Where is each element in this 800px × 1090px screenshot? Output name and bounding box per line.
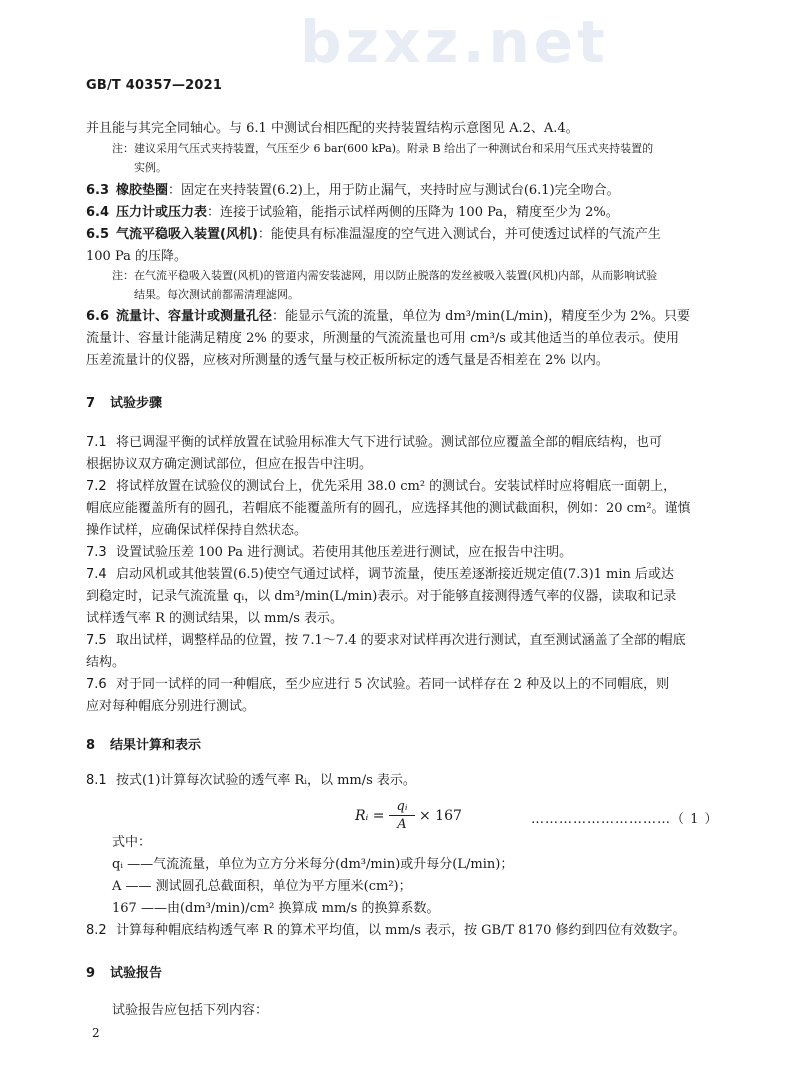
definition-A: A —— 测试圆孔总截面积，单位为平方厘米(cm²)；	[112, 879, 412, 894]
clause-7-4: 7.4 启动风机或其他装置(6.5)使空气通过试样，调节流量，使压差逐渐接近规定值(7.3)1 min 后或达 到稳定时，记录气流流量 qᵢ，以 dm³/min(L/min)表示。对于能够直接测得透气率的仪器，读取和记录 试样透气率 R 的测试结果，以 mm/s 表示。	[86, 567, 677, 626]
clause-6-6: 6.6 流量计、容量计或测量孔径：能显示气流的流量，单位为 dm³/min(L/min)，精度至少为 2%。只要 流量计、容量计能满足精度 2% 的要求，所测量的气流流量也可用 cm³/s 或其他适当的单位表示。使用 压差流量计的仪器，应核对所测量的透气量与校正板所标定的透气量是否相差在 2% 以内。	[86, 309, 691, 368]
page-number: 2	[92, 1026, 100, 1040]
section-7-heading: 7 试验步骤	[86, 396, 163, 411]
clause-8-1: 8.1 按式(1)计算每次试验的透气率 Rᵢ，以 mm/s 表示。	[86, 773, 416, 788]
clause-7-2: 7.2 将试样放置在试验仪的测试台上，优先采用 38.0 cm² 的测试台。安装试样时应将帽底一面朝上， 帽底应能覆盖所有的圆孔，若帽底不能覆盖所有的圆孔，应选择其他的测试截面积，例如：20 cm²。谨慎 操作试样，应确保试样保持自然状态。	[86, 479, 691, 538]
clause-8-2: 8.2 计算每种帽底结构透气率 R 的算术平均值，以 mm/s 表示，按 GB/T 8170 修约到四位有效数字。	[86, 923, 686, 938]
formula-1	[345, 798, 725, 842]
paragraph-6-2-cont: 并且能与其完全同轴心。与 6.1 中测试台相匹配的夹持装置结构示意图见 A.2、A.4。	[86, 121, 579, 136]
formula-numerator: qᵢ	[389, 798, 415, 816]
section-8-heading: 8 结果计算和表示	[86, 738, 202, 753]
definition-167: 167 ——由(dm³/min)/cm² 换算成 mm/s 的换算系数。	[112, 901, 440, 916]
section-9-intro: 试验报告应包括下列内容：	[112, 1003, 269, 1018]
clause-6-4: 6.4 压力计或压力表：连接于试验箱，能指示试样两侧的压降为 100 Pa，精度至少为 2%。	[86, 205, 619, 220]
note-6-2: 注：建议采用气压式夹持装置，气压至少 6 bar(600 kPa)。附录 B 给出了一种测试台和采用气压式夹持装置的 实例。	[112, 142, 654, 174]
formula-rhs: × 167	[419, 808, 462, 824]
clause-7-1: 7.1 将已调湿平衡的试样放置在试验用标准大气下进行试验。测试部位应覆盖全部的帽底结构，也可 根据协议双方确定测试部位，但应在报告中注明。	[86, 435, 663, 472]
watermark: bzxz.net	[300, 8, 609, 76]
formula-fraction	[389, 798, 415, 834]
clause-6-3: 6.3 橡胶垫圈：固定在夹持装置(6.2)上，用于防止漏气，夹持时应与测试台(6.1)完全吻合。	[86, 183, 620, 198]
standard-code-header: GB/T 40357—2021	[86, 78, 223, 93]
clause-6-5: 6.5 气流平稳吸入装置(风机)：能使具有标准温湿度的空气进入测试台，并可使透过试样的气流产生 100 Pa 的压降。	[86, 227, 661, 264]
formula-lhs: Rᵢ =	[355, 808, 385, 824]
section-9-heading: 9 试验报告	[86, 966, 163, 981]
clause-7-6: 7.6 对于同一试样的同一种帽底，至少应进行 5 次试验。若同一试样存在 2 种及以上的不同帽底，则 应对每种帽底分别进行测试。	[86, 677, 670, 714]
clause-7-3: 7.3 设置试验压差 100 Pa 进行测试。若使用其他压差进行测试，应在报告中注明。	[86, 545, 573, 560]
definition-q: qᵢ ——气流流量，单位为立方分米每分(dm³/min)或升每分(L/min)；	[112, 857, 514, 872]
equation-number: …………………………（ 1 ）	[531, 812, 719, 827]
clause-7-5: 7.5 取出试样，调整样品的位置，按 7.1～7.4 的要求对试样再次进行测试，直至测试涵盖了全部的帽底 结构。	[86, 633, 686, 670]
note-6-5: 注：在气流平稳吸入装置(风机)的管道内需安装滤网，用以防止脱落的发丝被吸入装置(风机)内部，从而影响试验 结果。每次测试前都需清理滤网。	[112, 269, 658, 301]
where-label: 式中：	[112, 835, 152, 850]
formula-denominator: A	[397, 817, 407, 832]
